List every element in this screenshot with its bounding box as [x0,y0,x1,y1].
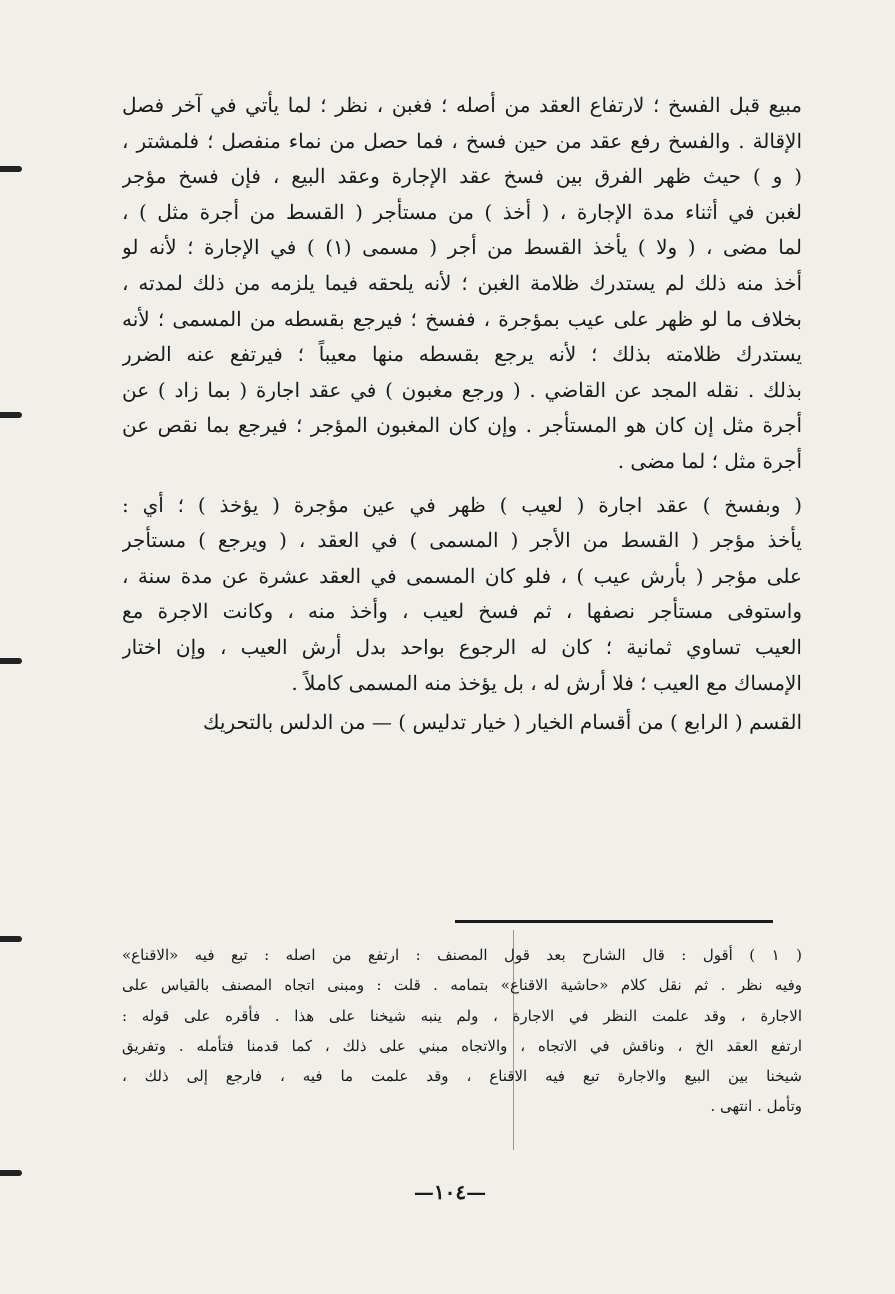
paragraph [122,88,802,480]
text-line: لما مضى ، ( ولا ) يأخذ القسط من أجر ( مسمى (١) ) في الإجارة ؛ لأنه لو [122,235,802,260]
margin-mark [0,166,22,172]
text-line: يأخذ مؤجر ( القسط من الأجر ( المسمى ) في العقد ، ( ويرجع ) مستأجر [122,528,802,553]
footnote-line: شيخنا بين البيع والاجارة تبع فيه الاقناع ، وقد علمت ما فيه ، فارجع إلى ذلك ، [122,1067,802,1086]
margin-mark [0,1170,22,1176]
footnote-line: ارتفع العقد الخ ، وناقش في الاتجاه ، والاتجاه مبني على ذلك ، كما قدمنا فتأمله . وتفريق [122,1036,802,1055]
footnote-line: ( ١ ) أقول : قال الشارح بعد قول المصنف : ارتفع من اصله : تبع فيه «الاقناع» [122,946,802,964]
text-line: الإمساك مع العيب ؛ فلا أرش له ، بل يؤخذ منه المسمى كاملاً . [291,670,802,695]
margin-mark [0,936,22,942]
text-line: أخذ منه ذلك لم يستدرك ظلامة الغبن ؛ لأنه يلحقه فيما يلزمه من ذلك لمدته ، [122,270,802,295]
text-line: مبيع قبل الفسخ ؛ لارتفاع العقد من أصله ؛ فغبن ، نظر ؛ لما يأتي في آخر فصل [122,93,802,117]
paragraph [122,488,802,702]
text-line: الإقالة . والفسخ رفع عقد من حين فسخ ، فما حصل من نماء منفصل ؛ فلمشتر ، [122,128,802,153]
text-line: واستوفى مستأجر نصفها ، ثم فسخ لعيب ، وأخذ منه ، وكانت الاجرة مع [122,599,802,624]
margin-mark [0,658,22,664]
margin-mark [0,412,22,418]
footnotes [122,940,802,1122]
text-line: ( و ) حيث ظهر الفرق بين فسخ عقد الإجارة وعقد البيع ، فإن فسخ مؤجر [122,164,802,189]
text-line: يستدرك ظلامته بذلك ؛ لأنه يرجع بقسطه منها معيباً ؛ فيرتفع عنه الضرر [122,342,802,367]
text-line: لغبن في أثناء مدة الإجارة ، ( أخذ ) من مستأجر ( القسط من أجرة مثل ) ، [122,199,802,224]
text-line: العيب تساوي ثمانية ؛ كان له الرجوع بواحد بدل أرش العيب ، وإن اختار [122,634,802,659]
text-line: على مؤجر ( بأرش عيب ) ، فلو كان المسمى في العقد عشرة عن مدة سنة ، [122,563,802,588]
footnote-separator [455,920,773,923]
main-text [122,88,802,741]
text-line: بذلك . نقله المجد عن القاضي . ( ورجع مغبون ) في عقد اجارة ( بما زاد ) عن [122,377,802,402]
paragraph [122,705,802,741]
footnote-line: الاجارة ، وقد علمت النظر في الاجارة ، ولم ينبه شيخنا على هذا . فأقره على قوله : [122,1006,802,1025]
footnote-line: وفيه نظر . ثم نقل كلام «حاشية الاقناع» بتمامه . قلت : ومبنى اتجاه المصنف بالقياس على [122,976,802,995]
page-number: —١٠٤— [413,1180,487,1204]
text-line: أجرة مثل إن كان هو المستأجر . وإن كان المغبون المؤجر ؛ فيرجع بما نقص عن [122,413,802,438]
text-line: ( وبفسخ ) عقد اجارة ( لعيب ) ظهر في عين مؤجرة ( يؤخذ ) ؛ أي : [122,492,802,517]
footnote-line: وتأمل . انتهى . [710,1097,802,1116]
text-line: بخلاف ما لو ظهر على عيب بمؤجرة ، ففسخ ؛ فيرجع بقسطه من المسمى ؛ لأنه [122,306,802,331]
text-line: أجرة مثل ؛ لما مضى . [617,448,802,473]
text-line: القسم ( الرابع ) من أقسام الخيار ( خيار تدليس ) — من الدلس بالتحريك [203,710,802,735]
